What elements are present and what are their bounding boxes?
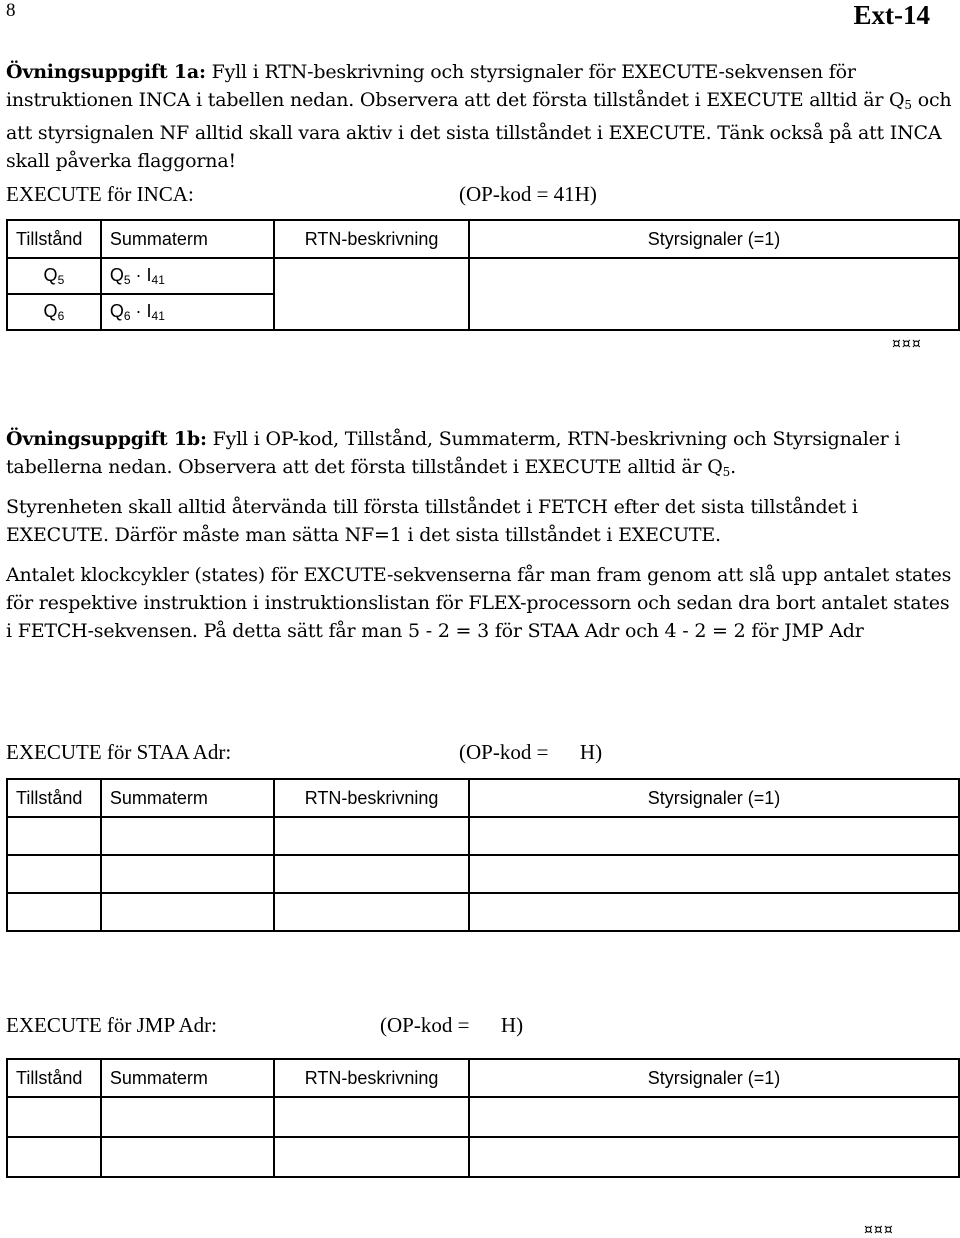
header-signals: Styrsignaler (=1)	[469, 779, 959, 817]
inca-opcode: (OP-kod = 41H)	[459, 182, 597, 206]
header-signals: Styrsignaler (=1)	[469, 220, 959, 258]
term-cell[interactable]	[101, 893, 274, 931]
task-1b-text: Fyll i OP-kod, Tillstånd, Summaterm, RTN-beskrivning och Styrsignaler i tabellerna nedan. Observera att det första tillståndet i EXECUTE alltid är Q	[6, 428, 901, 478]
inca-title: EXECUTE för INCA:	[6, 182, 194, 206]
term-cell: $Q_5 \cdot I_{41}$	[101, 258, 274, 294]
task-1b-paragraph-2: Styrenheten skall alltid återvända till första tillståndet i FETCH efter det sista tillståndet i EXECUTE. Därför måste man sätta NF=1 i det sista tillståndet i EXECUTE.	[6, 496, 858, 546]
state-cell: $Q_5$	[7, 258, 101, 294]
table-header-row	[7, 1059, 959, 1097]
header-state: Tillstånd	[7, 1059, 101, 1097]
table-row	[7, 1097, 959, 1137]
rtn-cell[interactable]	[274, 1097, 469, 1137]
state-cell[interactable]	[7, 855, 101, 893]
task-1b-paragraph-3: Antalet klockcykler (states) för EXCUTE-sekvenserna får man fram genom att slå upp antalet states för respektive instruktion i instruktionslistan för FLEX-processorn och sedan dra bort antalet states i FETCH-sekvensen. På detta sätt får man 5 - 2 = 3 för STAA Adr och 4 - 2 = 2 för JMP Adr	[6, 564, 952, 642]
jmp-table	[6, 1058, 960, 1178]
state-cell[interactable]	[7, 893, 101, 931]
signals-cell[interactable]	[469, 1137, 959, 1177]
term-cell[interactable]	[101, 1097, 274, 1137]
document-code: Ext-14	[853, 0, 930, 30]
task-1a-label: Övningsuppgift 1a:	[6, 61, 206, 83]
task-1b-paragraph: Övningsuppgift 1b: Fyll i OP-kod, Tillstånd, Summaterm, RTN-beskrivning och Styrsignaler i tabellerna nedan. Observera att det första tillståndet i EXECUTE alltid är $Q_5$.	[6, 428, 901, 479]
header-rtn: RTN-beskrivning	[274, 779, 469, 817]
header-state: Tillstånd	[7, 779, 101, 817]
state-cell[interactable]	[7, 1097, 101, 1137]
inca-table	[6, 219, 960, 331]
rtn-cell[interactable]	[274, 893, 469, 931]
section-separator: ¤¤¤	[892, 336, 922, 352]
signals-cell[interactable]	[469, 258, 959, 294]
task-1a-text-2: och att styrsignalen NF alltid skall vara aktiv i det sista tillståndet i EXECUTE. Tänk också på att INCA skall påverka flaggorna!	[6, 89, 952, 172]
signals-cell[interactable]	[469, 1097, 959, 1137]
signals-cell[interactable]	[469, 893, 959, 931]
jmp-opcode: (OP-kod = H)	[380, 1013, 524, 1037]
header-signals: Styrsignaler (=1)	[469, 1059, 959, 1097]
task-1a-q-subscript: 5	[904, 98, 912, 112]
staa-title: EXECUTE för STAA Adr:	[6, 740, 232, 764]
table-header-row	[7, 220, 959, 258]
page-number: 8	[6, 0, 16, 21]
term-cell: $Q_6 \cdot I_{41}$	[101, 294, 274, 330]
task-1a-text: Fyll i RTN-beskrivning och styrsignaler för EXECUTE-sekvensen för instruktionen INCA i tabellen nedan. Observera att det första tillståndet i EXECUTE alltid är Q	[6, 61, 905, 111]
staa-table	[6, 778, 960, 932]
header-rtn: RTN-beskrivning	[274, 220, 469, 258]
rtn-cell[interactable]	[274, 855, 469, 893]
rtn-cell[interactable]	[274, 817, 469, 855]
rtn-cell[interactable]	[274, 294, 469, 330]
header-term: Summaterm	[101, 220, 274, 258]
task-1a-paragraph	[6, 58, 954, 175]
term-cell[interactable]	[101, 1137, 274, 1177]
jmp-title: EXECUTE för JMP Adr:	[6, 1013, 217, 1037]
table-header-row	[7, 779, 959, 817]
section-separator-end: ¤¤¤	[864, 1222, 894, 1238]
staa-opcode: (OP-kod = H)	[459, 740, 603, 764]
table-row	[7, 294, 959, 330]
header-state: Tillstånd	[7, 220, 101, 258]
term-cell[interactable]	[101, 855, 274, 893]
state-cell[interactable]	[7, 817, 101, 855]
signals-cell[interactable]	[469, 817, 959, 855]
signals-cell[interactable]	[469, 294, 959, 330]
task-1b-label: Övningsuppgift 1b:	[6, 428, 207, 450]
header-term: Summaterm	[101, 1059, 274, 1097]
header-rtn: RTN-beskrivning	[274, 1059, 469, 1097]
signals-cell[interactable]	[469, 855, 959, 893]
table-row	[7, 258, 959, 294]
table-row	[7, 893, 959, 931]
task-1b-q-subscript: 5	[722, 465, 731, 479]
table-row	[7, 817, 959, 855]
table-row	[7, 1137, 959, 1177]
rtn-cell[interactable]	[274, 1137, 469, 1177]
header-term: Summaterm	[101, 779, 274, 817]
state-cell: $Q_6$	[7, 294, 101, 330]
table-row	[7, 855, 959, 893]
state-cell[interactable]	[7, 1137, 101, 1177]
rtn-cell[interactable]	[274, 258, 469, 294]
term-cell[interactable]	[101, 817, 274, 855]
